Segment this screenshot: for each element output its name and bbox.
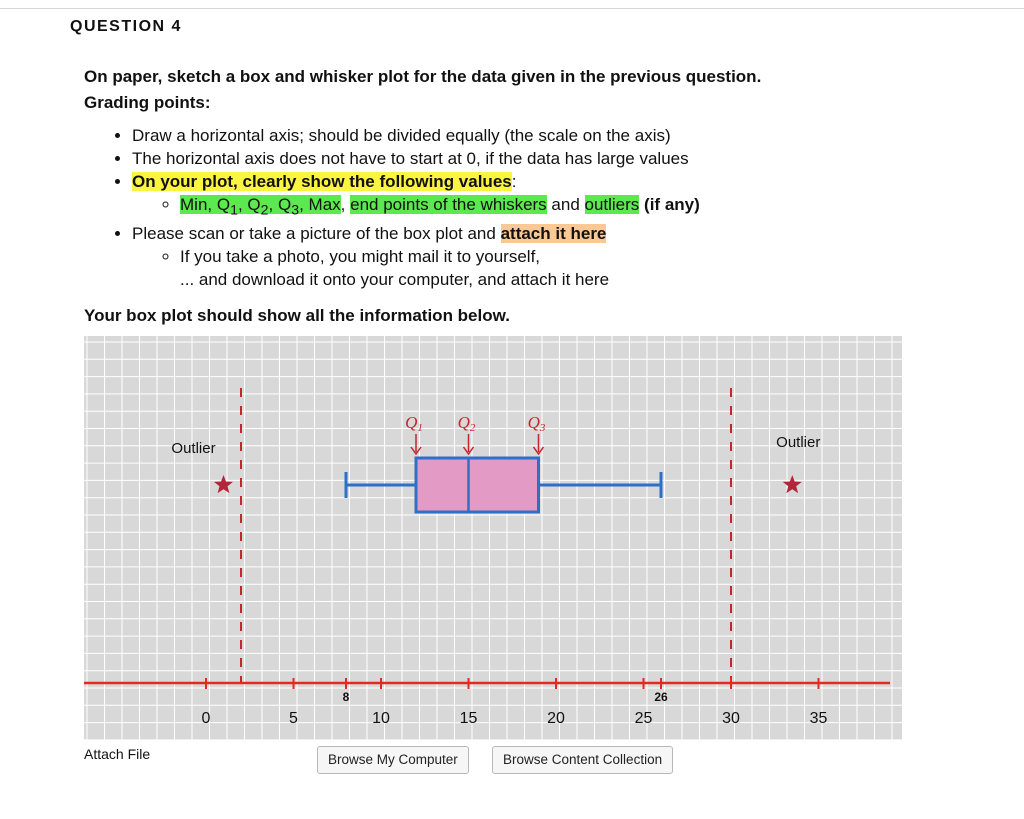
and-text: and [546,195,585,214]
tick-label: 25 [634,710,653,727]
colon: : [511,172,517,191]
tick-label: 30 [722,710,740,727]
bullet-scan [132,222,984,291]
tick-label: 35 [809,710,828,727]
tick-label: 0 [201,710,211,727]
q2-sub: 2 [260,202,269,219]
sep: , [207,195,217,214]
sep: , [340,195,351,214]
grading-label: Grading points: [84,93,211,112]
minor-tick-label: 26 [654,690,668,704]
quartile-label: Q1 [405,413,423,434]
photo-line [180,245,984,291]
outlier-label: Outlier [171,440,216,457]
max-label: Max [308,195,341,214]
if-any-text: (if any) [644,195,700,214]
show-values-highlight: On your plot, clearly show the following values [132,172,512,191]
bullet-axis: • Draw a horizontal axis; should be divided equally (the scale on the axis) [132,124,984,147]
tick-label: 10 [372,710,390,727]
attach-highlight: attach it here [500,224,607,244]
plot-note: Your box plot should show all the information below. [84,306,510,326]
whiskers-highlight: end points of the whiskers [350,195,547,214]
bullet-show-values [132,170,984,222]
sep: , [299,195,309,214]
q1-sub: 1 [230,202,238,219]
photo-line-1: If you take a photo, you might mail it to yourself, [180,247,541,267]
values-line [180,193,984,222]
iqr-box [416,458,539,512]
tick-label: 20 [547,710,565,727]
question-body [84,64,984,327]
bullet-start: • The horizontal axis does not have to start at 0, if the data has large values [132,147,984,170]
photo-line-2: ... and download it onto your computer, and attach it here [180,270,610,290]
quartile-label: Q2 [457,413,476,434]
q1-label: Q [216,195,231,214]
photo-sublist [132,245,984,291]
q3-label: Q [277,195,292,214]
box [416,458,539,512]
minor-tick-label: 8 [342,690,350,704]
question-prompt: On paper, sketch a box and whisker plot for the data given in the previous question. [84,67,762,86]
grading-list [84,124,984,291]
values-highlight [180,195,341,219]
browse-my-computer-button[interactable]: Browse My Computer [317,746,469,774]
values-sublist [132,193,984,222]
question-title: QUESTION 4 [70,18,182,35]
tick-label: 15 [459,710,478,727]
top-divider [0,8,1024,9]
q3-sub: 3 [291,202,300,219]
attach-file-label: Attach File [84,746,151,762]
outlier-label: Outlier [776,434,821,451]
quartile-label: Q3 [527,413,546,434]
outliers-highlight: outliers [584,195,640,214]
tick-label: 5 [289,710,298,727]
scan-text: Please scan or take a picture of the box plot and [132,224,501,244]
browse-content-collection-button[interactable]: Browse Content Collection [492,746,673,774]
q2-label: Q [247,195,261,214]
sep: , [268,195,278,214]
min-label: Min [180,195,208,214]
sep: , [237,195,248,214]
box-plot-image [84,336,902,740]
